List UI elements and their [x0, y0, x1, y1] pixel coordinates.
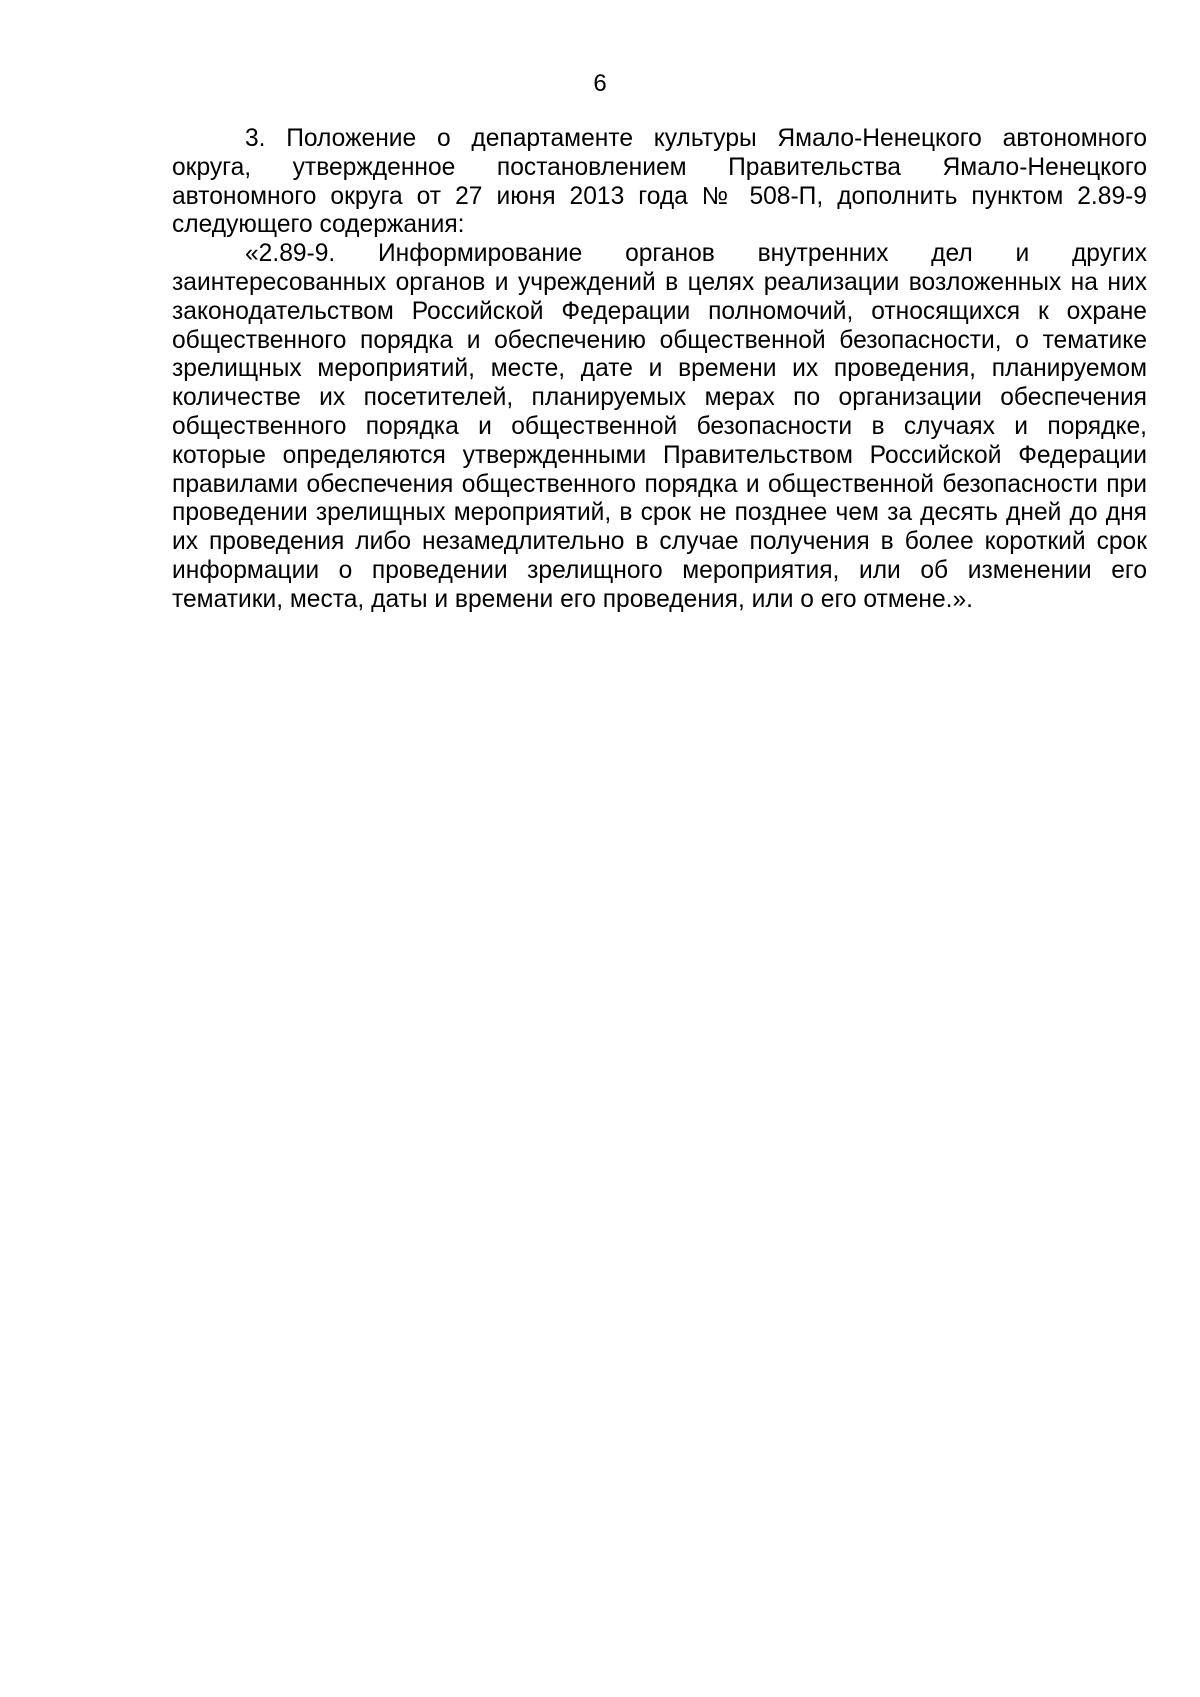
document-body [172, 125, 1147, 615]
paragraph-amendment-2-89-9: «2.89-9. Информирование органов внутренних дел и других заинтересованных органов и учреждений в целях реализации возложенных на них законодательством Российской Федерации полномочий, относящихся к охране общественного порядка и обеспечению общественной безопасности, о тематике зрелищных мероприятий, месте, дате и времени их проведения, планируемом количестве их посетителей, планируемых мерах по организации обеспечения общественного порядка и общественной безопасности в случаях и порядке, которые определяются утвержденными Правительством Российской Федерации правилами обеспечения общественного порядка и общественной безопасности при проведении зрелищных мероприятий, в срок не позднее чем за десять дней до дня их проведения либо незамедлительно в случае получения в более короткий срок информации о проведении зрелищного мероприятия, или об изменении его тематики, места, даты и времени его проведения, или о его отмене.». [172, 240, 1147, 613]
page-number: 6 [593, 70, 607, 97]
paragraph-item-3: 3. Положение о департаменте культуры Ямало-Ненецкого автономного округа, утвержденное постановлением Правительства Ямало-Ненецкого автономного округа от 27 июня 2013 года № 508-П, дополнить пунктом 2.89-9 следующего содержания: [172, 125, 1147, 239]
